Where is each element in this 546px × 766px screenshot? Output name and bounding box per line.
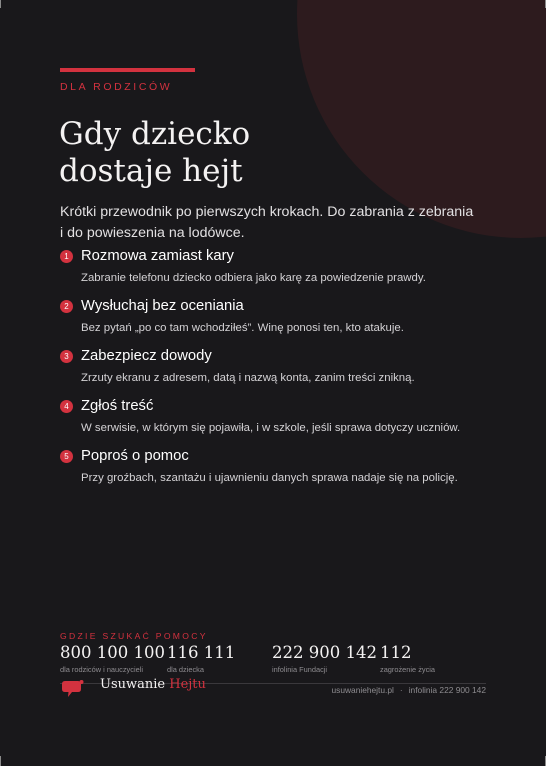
separator: · [399,685,403,695]
speech-bubble-icon [62,679,84,699]
brand-logo-text [100,677,206,692]
helpline [380,643,435,674]
hotline-text: infolinia 222 900 142 [408,685,486,695]
helpline [272,643,377,674]
crop-mark [0,0,1,8]
step-number-badge: 1 [60,250,73,263]
step-number-badge: 5 [60,450,73,463]
step-item [60,295,490,337]
step-description: Przy groźbach, szantażu i ujawnieniu danych sprawa nadaje się na policję. [81,472,458,484]
helpline-label: infolinia Fundacji [272,665,328,674]
title-line-2: dostaje hejt [59,153,243,189]
helpline-number: 112 [380,643,412,662]
step-description: Zabranie telefonu dziecko odbiera jako karę za powiedzenie prawdy. [81,272,426,284]
helpline-label: zagrożenie życia [380,665,436,674]
step-title: Zabezpiecz dowody [81,348,212,364]
page-title [59,116,479,190]
step-title: Rozmowa zamiast kary [81,248,234,264]
step-title: Wysłuchaj bez oceniania [81,298,244,314]
helpline-number: 116 111 [167,643,236,662]
brand-name: Usuwanie [100,677,170,692]
helpline-label: dla rodziców i nauczycieli [60,665,143,674]
eyebrow-label: DLA RODZICÓW [60,81,173,93]
eyebrow-accent-bar [60,68,195,72]
helpline [167,643,235,674]
step-item [60,445,490,487]
step-item [60,395,490,437]
step-item [60,245,490,287]
step-title: Poproś o pomoc [81,448,189,464]
steps-list [60,245,490,495]
step-description: Zrzuty ekranu z adresem, datą i nazwą konta, zanim treści znikną. [81,372,415,384]
crop-mark [0,756,1,766]
step-description: Bez pytań „po co tam wchodziłeś”. Winę ponosi ten, kto atakuje. [81,322,404,334]
brand-name-accent: Hejtu [169,677,206,692]
step-item [60,345,490,387]
step-description: W serwisie, w którym się pojawiła, i w szkole, jeśli sprawa dotyczy uczniów. [81,422,461,434]
lead-paragraph: Krótki przewodnik po pierwszych krokach. Do zabrania z zebrania i do powieszenia na lodówce. [60,204,474,241]
website-link[interactable]: usuwaniehejtu.pl [331,685,394,695]
title-line-1: Gdy dziecko [59,116,251,152]
help-heading: GDZIE SZUKAĆ POMOCY [60,631,208,641]
helpline-label: dla dziecka [167,665,204,674]
helpline [60,643,165,674]
step-number-badge: 3 [60,350,73,363]
helpline-number: 222 900 142 [272,643,377,662]
step-number-badge: 2 [60,300,73,313]
footer-contact [331,685,486,695]
step-number-badge: 4 [60,400,73,413]
step-title: Zgłoś treść [81,398,154,414]
helpline-number: 800 100 100 [60,643,165,662]
